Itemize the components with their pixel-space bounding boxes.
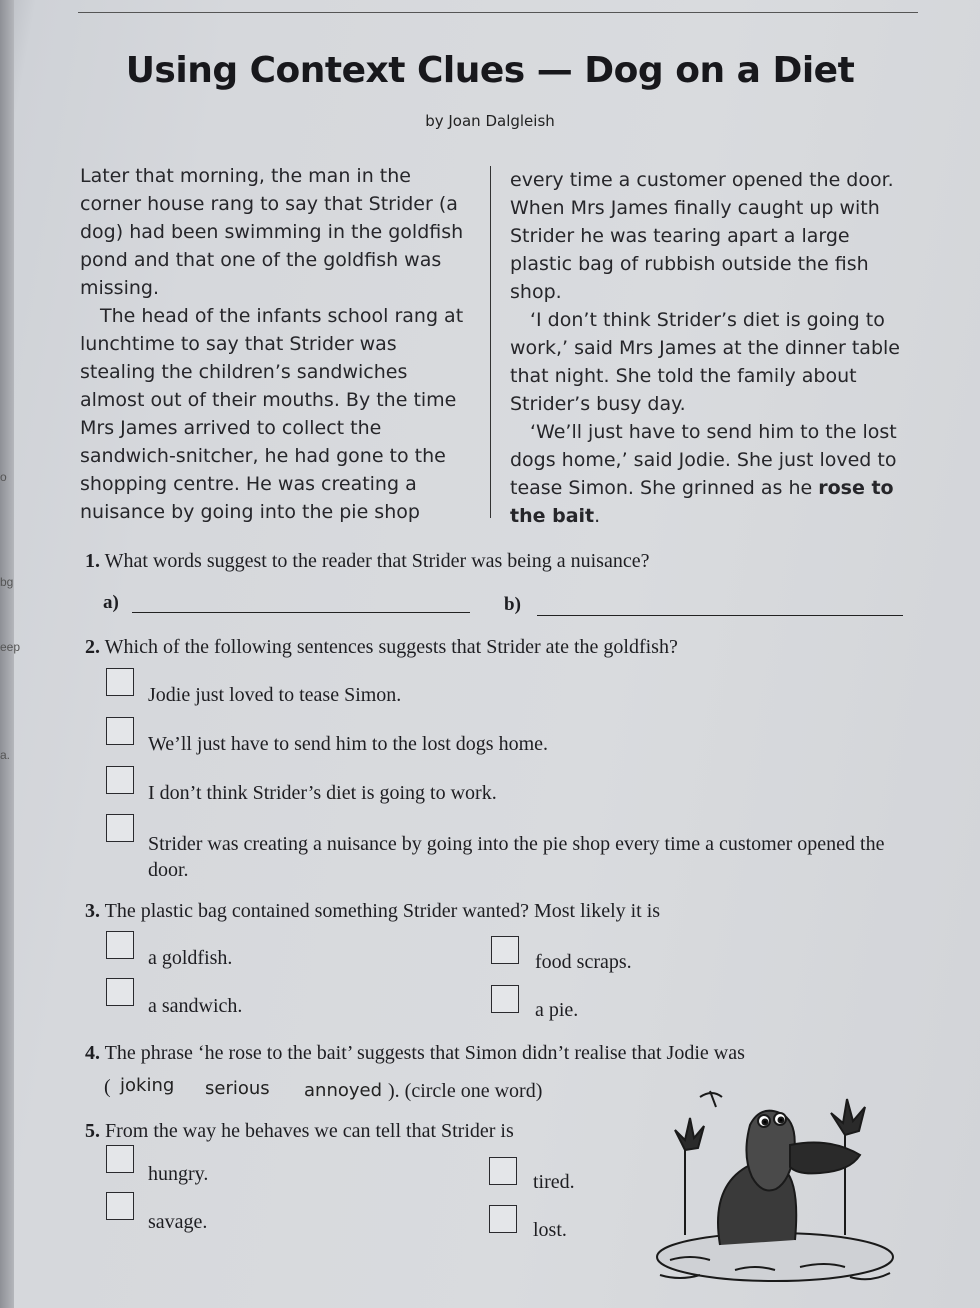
- checkbox[interactable]: [106, 1192, 134, 1220]
- story-right-column: [510, 166, 914, 530]
- edge-fragment: eep: [0, 640, 21, 654]
- circle-word-joking[interactable]: joking: [120, 1075, 175, 1096]
- page-title: Using Context Clues — Dog on a Diet: [125, 50, 855, 91]
- question-text: The plastic bag contained something Strider wanted? Most likely it is: [104, 900, 661, 922]
- option-text: a pie.: [535, 999, 579, 1021]
- circle-word-serious[interactable]: serious: [205, 1078, 270, 1099]
- question-1: [85, 550, 925, 573]
- edge-fragment: o: [0, 470, 7, 484]
- byline: by Joan Dalgleish: [425, 112, 555, 130]
- story-left-column: [80, 162, 476, 526]
- question-4: [85, 1042, 925, 1065]
- story-paragraph: ‘I don’t think Strider’s diet is going to work,’ said Mrs James at the dinner table that night. She told the family about Strider’s busy day.: [510, 309, 900, 415]
- question-number: 4.: [85, 1042, 100, 1064]
- question-number: 1.: [85, 550, 100, 572]
- question-number: 5.: [85, 1120, 100, 1142]
- option-text: I don’t think Strider’s diet is going to work.: [148, 782, 497, 804]
- option-text: Jodie just loved to tease Simon.: [148, 684, 402, 706]
- column-divider: [490, 166, 491, 518]
- question-text: The phrase ‘he rose to the bait’ suggests that Simon didn’t realise that Jodie was: [104, 1042, 745, 1064]
- highlight-phrase: rose to the bait: [510, 477, 894, 527]
- question-text: What words suggest to the reader that Strider was being a nuisance?: [104, 550, 650, 572]
- option-text: a sandwich.: [148, 995, 243, 1017]
- question-number: 2.: [85, 636, 100, 658]
- option-text: hungry.: [148, 1163, 209, 1185]
- book-gutter: [0, 0, 21, 1308]
- answer-label-b: b): [504, 594, 521, 615]
- edge-fragment: a.: [0, 748, 11, 762]
- option-text: tired.: [533, 1171, 575, 1193]
- checkbox[interactable]: [491, 936, 519, 964]
- edge-fragment: bg: [0, 575, 14, 589]
- top-rule: [78, 12, 918, 13]
- option-text: We’ll just have to send him to the lost dogs home.: [148, 733, 549, 755]
- circle-instruction: ). (circle one word): [388, 1080, 543, 1102]
- checkbox[interactable]: [489, 1157, 517, 1185]
- paren-open: (: [104, 1076, 111, 1098]
- story-paragraph: Later that morning, the man in the corner house rang to say that Strider (a dog) had been swimming in the goldfish pond and that one of the goldfish was missing.: [80, 165, 464, 299]
- question-text: From the way he behaves we can tell that Strider is: [105, 1120, 514, 1142]
- story-text: .: [594, 505, 601, 527]
- story-paragraph: The head of the infants school rang at lunchtime to say that Strider was stealing the children’s sandwiches almost out of their mouths. By the time Mrs James arrived to collect the sandwich-snitcher, he had gone to the shopping centre. He was creating a nuisance by going into the pie shop: [80, 305, 464, 523]
- option-text: food scraps.: [535, 951, 632, 973]
- answer-line-a[interactable]: [132, 612, 470, 613]
- option-text: savage.: [148, 1211, 208, 1233]
- dog-in-pond-illustration: [640, 1085, 910, 1285]
- checkbox[interactable]: [106, 766, 134, 794]
- checkbox[interactable]: [106, 814, 134, 842]
- option-text: a goldfish.: [148, 947, 233, 969]
- answer-label-a: a): [103, 592, 119, 613]
- checkbox[interactable]: [106, 1145, 134, 1173]
- question-text: Which of the following sentences suggests that Strider ate the goldfish?: [104, 636, 678, 658]
- checkbox[interactable]: [106, 717, 134, 745]
- question-2: [85, 636, 925, 659]
- checkbox[interactable]: [106, 978, 134, 1006]
- checkbox[interactable]: [491, 985, 519, 1013]
- circle-word-annoyed[interactable]: annoyed: [304, 1080, 383, 1101]
- checkbox[interactable]: [106, 931, 134, 959]
- story-paragraph: [510, 418, 914, 530]
- story-paragraph: every time a customer opened the door. When Mrs James finally caught up with Strider he was tearing apart a large plastic bag of rubbish outside the fish shop.: [510, 169, 894, 303]
- option-text: Strider was creating a nuisance by going into the pie shop every time a customer opened the door.: [148, 833, 885, 881]
- question-number: 3.: [85, 900, 100, 922]
- checkbox[interactable]: [489, 1205, 517, 1233]
- story-text: ‘We’ll just have to send him to the lost dogs home,’ said Jodie. She just loved to tease Simon. She grinned as he: [510, 421, 897, 499]
- option-text: lost.: [533, 1219, 567, 1241]
- checkbox[interactable]: [106, 668, 134, 696]
- question-3: [85, 900, 925, 923]
- answer-line-b[interactable]: [537, 615, 903, 616]
